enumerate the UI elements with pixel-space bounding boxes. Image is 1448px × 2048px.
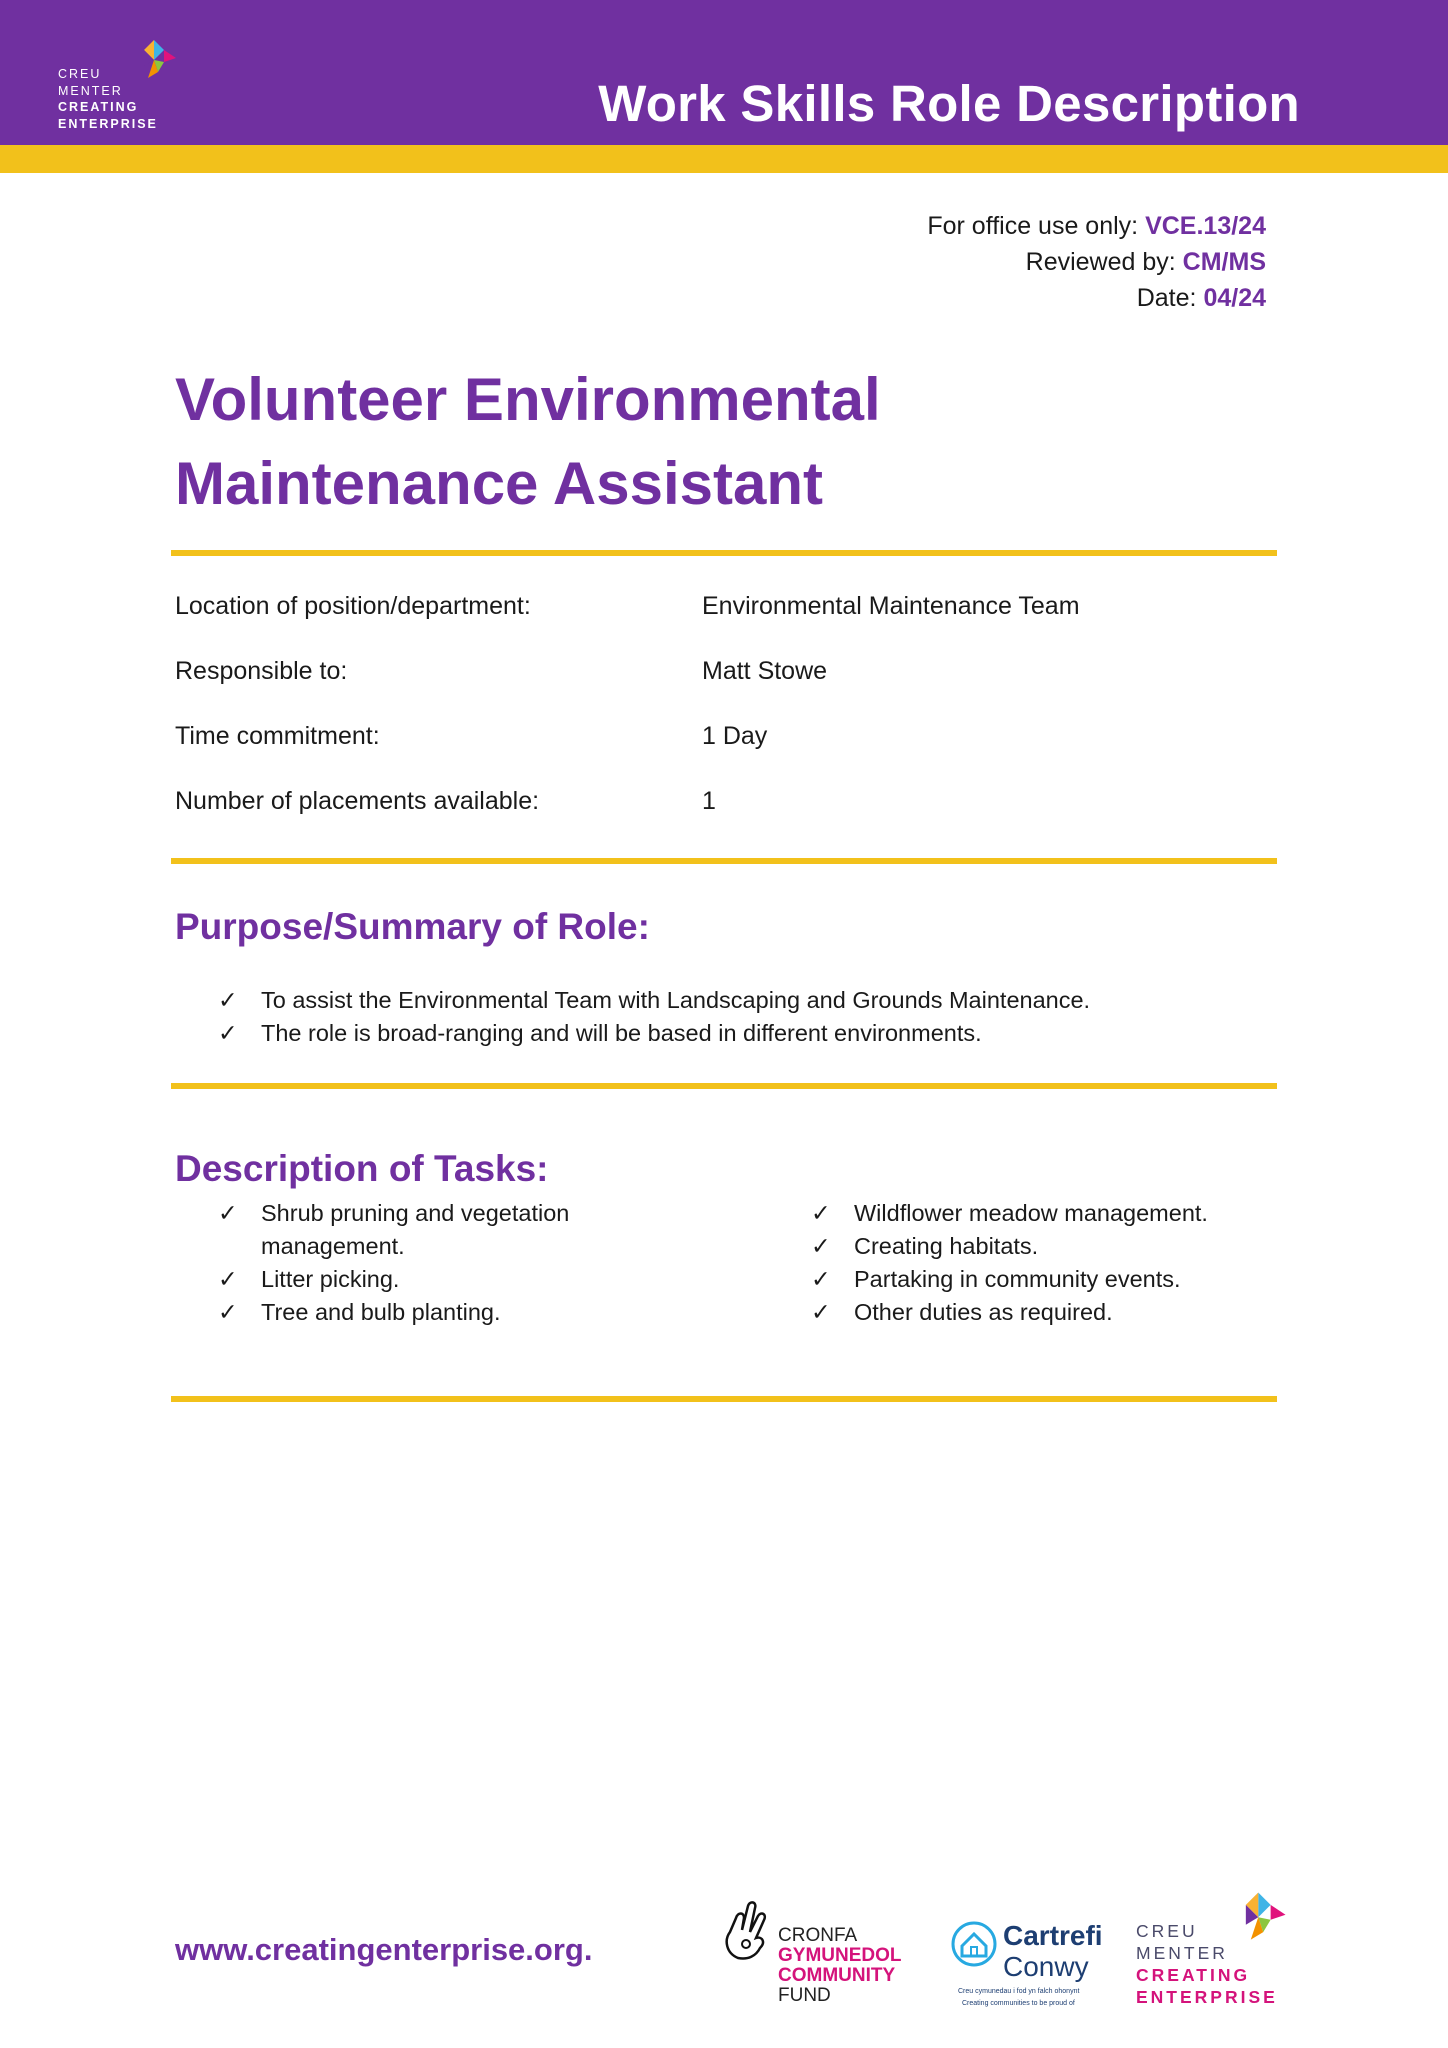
list-item: ✓ Other duties as required.: [811, 1296, 1261, 1329]
list-item: ✓ Creating habitats.: [811, 1230, 1261, 1263]
purpose-list: [218, 984, 1268, 1050]
office-ref-line: For office use only: VCE.13/24: [927, 212, 1266, 240]
list-item: ✓ Tree and bulb planting.: [218, 1296, 608, 1329]
creu-menter-logo-text: CREU MENTER CREATING ENTERPRISE: [58, 67, 158, 131]
document-type-title: Work Skills Role Description: [598, 75, 1300, 132]
divider-rule: [171, 550, 1277, 556]
cartrefi-conwy-logo: Cartrefi Conwy Creu cymunedau i fod yn falch ohonynt Creating communities to be proud of: [950, 1918, 1110, 2008]
list-item: ✓ Litter picking.: [218, 1263, 608, 1296]
list-item: ✓ Partaking in community events.: [811, 1263, 1261, 1296]
divider-rule: [171, 1083, 1277, 1089]
date-line: Date: 04/24: [1136, 284, 1266, 312]
website-link[interactable]: www.creatingenterprise.org.: [175, 1932, 593, 1967]
check-icon: ✓: [811, 1266, 831, 1292]
check-icon: ✓: [811, 1299, 831, 1325]
purpose-heading: Purpose/Summary of Role:: [175, 906, 650, 947]
divider-rule: [171, 858, 1277, 864]
divider-rule: [171, 1396, 1277, 1402]
header-stripe: [0, 145, 1448, 173]
office-use-block: [927, 208, 1266, 316]
date-value: 04/24: [1203, 284, 1266, 312]
tasks-heading: Description of Tasks:: [175, 1148, 549, 1189]
check-icon: ✓: [811, 1233, 831, 1259]
house-icon: [950, 1918, 1000, 1968]
check-icon: ✓: [218, 1200, 238, 1226]
list-item: ✓ The role is broad-ranging and will be based in different environments.: [218, 1017, 1268, 1050]
crossed-fingers-icon: [718, 1898, 778, 1973]
reviewed-line: Reviewed by: CM/MS: [1025, 248, 1266, 276]
reviewed-value: CM/MS: [1182, 248, 1266, 276]
check-icon: ✓: [218, 987, 238, 1013]
office-ref-value: VCE.13/24: [1145, 212, 1266, 240]
tasks-list-right: [811, 1197, 1261, 1329]
list-item: ✓ Wildflower meadow management.: [811, 1197, 1261, 1230]
header-band: [0, 0, 1448, 145]
role-title: Volunteer Environmental Maintenance Assistant: [175, 366, 881, 517]
tasks-list-left: [218, 1197, 608, 1329]
community-fund-logo: CRONFA GYMUNEDOL COMMUNITY FUND: [718, 1898, 923, 2008]
check-icon: ✓: [218, 1020, 238, 1046]
check-icon: ✓: [811, 1200, 831, 1226]
creu-menter-footer-logo: CREU MENTER CREATING ENTERPRISE: [1136, 1890, 1296, 2010]
list-item: ✓ Shrub pruning and vegetation management.: [218, 1197, 608, 1263]
check-icon: ✓: [218, 1266, 238, 1292]
creu-menter-logo: [58, 38, 188, 138]
list-item: ✓ To assist the Environmental Team with Landscaping and Grounds Maintenance.: [218, 984, 1268, 1017]
check-icon: ✓: [218, 1299, 238, 1325]
